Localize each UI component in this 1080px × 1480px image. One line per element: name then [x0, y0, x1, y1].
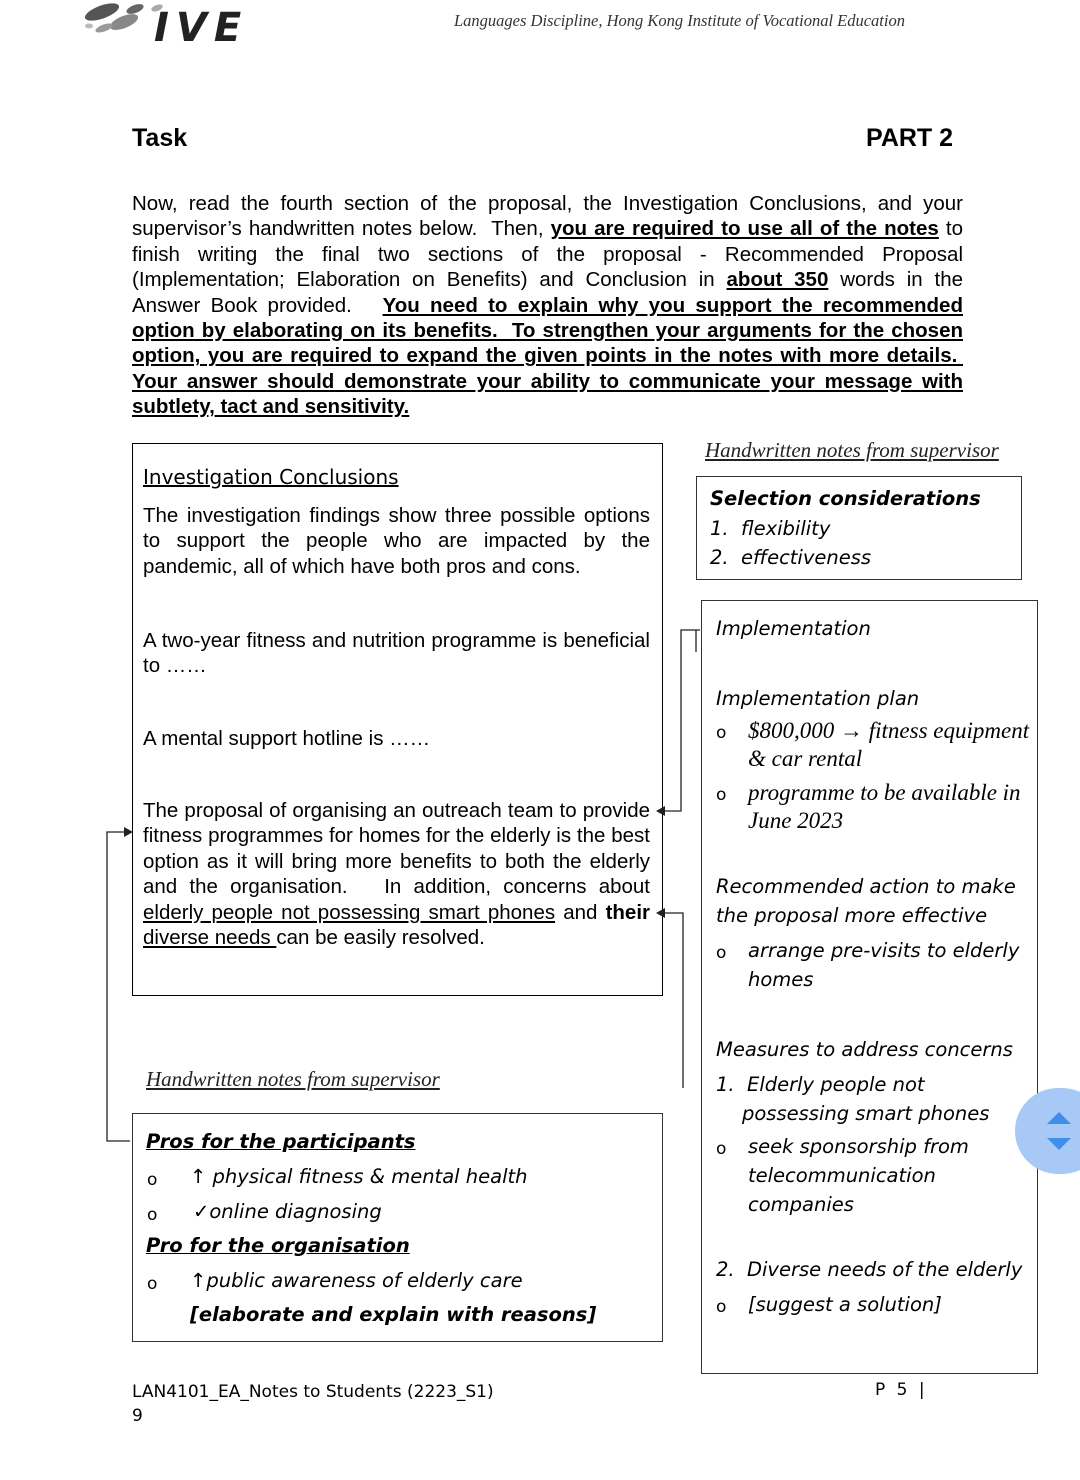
handwritten-label-top: Handwritten notes from supervisor — [705, 438, 999, 462]
concern-1: 1. Elderly people not possessing smart phones — [716, 1073, 990, 1125]
arrow-right-icon — [124, 827, 133, 837]
handwritten-label-bottom: Handwritten notes from supervisor — [146, 1067, 440, 1091]
scroll-down-icon[interactable] — [1047, 1138, 1071, 1150]
pros-organisation-item: ↑public awareness of elderly care — [190, 1269, 523, 1292]
instructions-paragraph: Now, read the fourth section of the proposal, the Investigation Conclusions, and your supervisor’s handwritten notes below. Then, you are required to use all of the notes to finish writing the final two sections of the proposal - Recommended Proposal (Implementation; Elaboration on Benefits) and Conclusion in about 350 words in the Answer Book provided. You need to explain why you support the recommended option by elaborating on its benefits. To strengthen your arguments for the chosen option, you are required to expand the given points in the notes with more details. Your answer should demonstrate your ability to communicate your message with subtlety, tact and sensitivity. — [132, 192, 963, 419]
task-label: Task — [132, 124, 188, 152]
selection-item: 2. effectiveness — [710, 546, 872, 569]
arrow-left-icon — [656, 806, 665, 816]
bullet-icon: o — [716, 785, 727, 805]
arrow-left-icon — [656, 908, 665, 918]
bullet-icon: o — [147, 1170, 158, 1190]
instructions-emphasis-2: about 350 — [726, 268, 829, 292]
pros-organisation-title: Pro for the organisation — [146, 1234, 410, 1257]
connector-pros — [107, 832, 130, 1141]
investigation-paragraph-2: A two-year fitness and nutrition programme is beneficial to …… — [143, 629, 650, 678]
concern-1-item: seek sponsorship from telecommunication companies — [748, 1135, 969, 1216]
recommended-action-title: Recommended action to make the proposal more effective — [716, 875, 1016, 927]
connector-implementation — [664, 630, 700, 811]
part-label: PART 2 — [866, 124, 954, 152]
implementation-plan-title: Implementation plan — [716, 687, 920, 710]
plan-item: programme to be available in June 2023 — [748, 780, 1021, 833]
implementation-title: Implementation — [716, 617, 871, 640]
connector-concerns — [664, 913, 683, 1088]
measures-title: Measures to address concerns — [716, 1038, 1013, 1061]
bullet-icon: o — [716, 943, 727, 963]
pros-participant-item: ✓online diagnosing — [193, 1200, 382, 1223]
instructions-emphasis-1: you are required to use all of the notes — [550, 217, 939, 241]
concern-2: 2. Diverse needs of the elderly — [716, 1258, 1023, 1281]
investigation-paragraph-1: The investigation findings show three possible options to support the people who are impacted by the pandemic, all of which have both pros and cons. — [143, 504, 650, 578]
footer-code: LAN4101_EA_Notes to Students (2223_S1) 9 — [132, 1382, 494, 1426]
pros-participants-title: Pros for the participants — [146, 1130, 416, 1153]
bullet-icon: o — [716, 1139, 727, 1159]
elaborate-note: [elaborate and explain with reasons] — [190, 1303, 597, 1326]
concern-2-item: [suggest a solution] — [748, 1293, 942, 1316]
selection-title: Selection considerations — [710, 487, 981, 510]
selection-item: 1. flexibility — [710, 517, 831, 540]
logo-text: IVE — [154, 5, 249, 51]
recommended-action-item: arrange pre-visits to elderly homes — [748, 939, 1020, 991]
pros-participant-item: ↑ physical fitness & mental health — [190, 1165, 528, 1188]
instructions-emphasis-3: You need to explain why you support the recommended option by elaborating on its benefits. To strengthen your arguments for the chosen option, you are required to expand the given points in the notes with more details. Your answer should demonstrate your ability to communicate your message with subtlety, tact and sensitivity. — [132, 293, 963, 419]
plan-item: $800,000 → fitness equipment & car rental — [748, 718, 1030, 771]
header-institution: Languages Discipline, Hong Kong Institute of Vocational Education — [454, 11, 905, 30]
concern-smart-phones: elderly people not possessing smart phones — [143, 900, 556, 924]
bullet-icon: o — [716, 1297, 727, 1317]
investigation-paragraph-4: The proposal of organising an outreach team to provide fitness programmes for homes for the elderly is the best option as it will bring more benefits to both the elderly and the organisation. In addition, concerns about elderly people not possessing smart phones and their diverse needs can be easily resolved. — [143, 799, 650, 950]
bullet-icon: o — [147, 1274, 158, 1294]
investigation-heading: Investigation Conclusions — [143, 465, 399, 489]
investigation-paragraph-3: A mental support hotline is …… — [143, 727, 431, 750]
concern-diverse-needs: diverse needs — [143, 926, 277, 950]
bullet-icon: o — [147, 1205, 158, 1225]
scroll-arrows-icon — [1043, 1106, 1080, 1156]
page-number: P 5 | — [875, 1380, 928, 1400]
bullet-icon: o — [716, 723, 727, 743]
scroll-up-icon[interactable] — [1047, 1112, 1071, 1124]
